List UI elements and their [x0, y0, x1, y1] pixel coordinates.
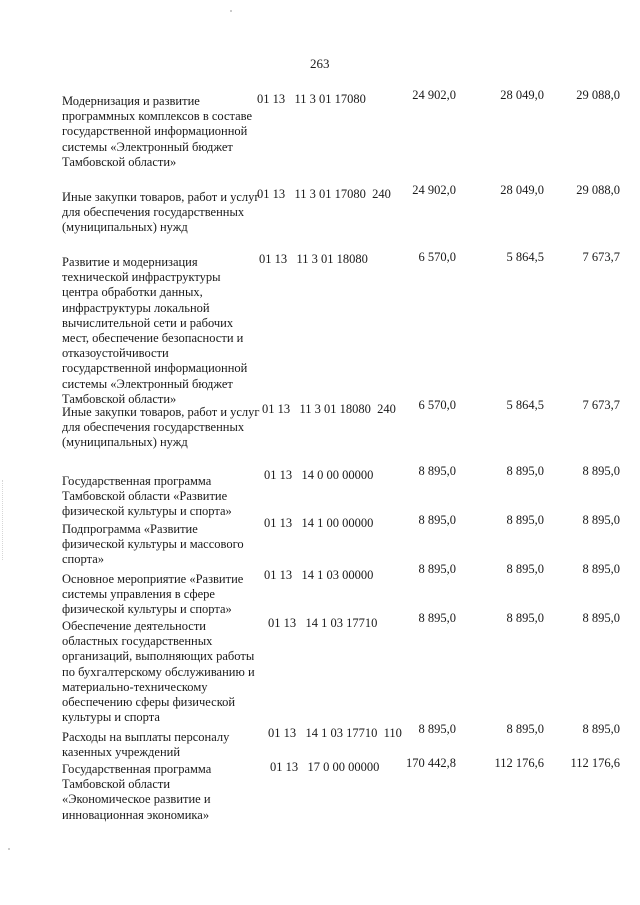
row-value-1: 24 902,0 [412, 183, 456, 197]
row-value-1: 8 895,0 [418, 464, 456, 478]
row-value-1: 170 442,8 [406, 756, 456, 770]
row-description: Иные закупки товаров, работ и услуг для обеспечения государственных (муниципальных) нужд [62, 190, 260, 235]
row-value-1: 24 902,0 [412, 88, 456, 102]
row-code: 01 13 14 0 00 00000 [264, 468, 374, 482]
row-value-3: 112 176,6 [570, 756, 620, 770]
row-value-1: 8 895,0 [418, 513, 456, 527]
row-value-2: 28 049,0 [500, 183, 544, 197]
row-code: 01 13 17 0 00 00000 [270, 760, 380, 774]
row-description: Подпрограмма «Развитие физической культуры и массового спорта» [62, 522, 244, 567]
row-value-2: 8 895,0 [506, 562, 544, 576]
row-value-3: 29 088,0 [576, 88, 620, 102]
row-description: Расходы на выплаты персоналу казенных учреждений [62, 730, 230, 760]
row-value-1: 6 570,0 [418, 250, 456, 264]
row-description: Государственная программа Тамбовской области «Экономическое развитие и инновационная экономика» [62, 762, 212, 822]
row-code: 01 13 11 3 01 18080 240 [262, 402, 396, 416]
page-number: 263 [310, 56, 330, 71]
row-code: 01 13 14 1 03 17710 [268, 616, 378, 630]
row-value-1: 6 570,0 [418, 398, 456, 412]
row-value-1: 8 895,0 [418, 722, 456, 736]
row-code: 01 13 11 3 01 17080 [257, 92, 366, 106]
scan-margin-mark [2, 480, 11, 560]
row-value-3: 8 895,0 [582, 722, 620, 736]
row-code: 01 13 14 1 03 00000 [264, 568, 374, 582]
row-value-2: 112 176,6 [494, 756, 544, 770]
row-value-2: 8 895,0 [506, 722, 544, 736]
row-description: Обеспечение деятельности областных государственных организаций, выполняющих работы по бухгалтерскому обслуживанию и материально-техническому обеспечению сферы физической культуры и спорта [62, 619, 255, 725]
row-value-1: 8 895,0 [418, 611, 456, 625]
row-value-2: 28 049,0 [500, 88, 544, 102]
row-value-2: 8 895,0 [506, 611, 544, 625]
row-code: 01 13 11 3 01 17080 240 [257, 187, 391, 201]
scan-speck [230, 10, 232, 12]
row-code: 01 13 11 3 01 18080 [259, 252, 368, 266]
row-value-2: 8 895,0 [506, 513, 544, 527]
row-value-3: 8 895,0 [582, 611, 620, 625]
row-value-2: 5 864,5 [506, 398, 544, 412]
row-code: 01 13 14 1 00 00000 [264, 516, 374, 530]
row-value-3: 29 088,0 [576, 183, 620, 197]
row-value-3: 8 895,0 [582, 562, 620, 576]
row-value-3: 8 895,0 [582, 513, 620, 527]
scan-speck [8, 848, 10, 850]
row-value-2: 5 864,5 [506, 250, 544, 264]
row-description: Основное мероприятие «Развитие системы управления в сфере физической культуры и спорта» [62, 572, 244, 617]
row-value-3: 7 673,7 [582, 398, 620, 412]
row-code: 01 13 14 1 03 17710 110 [268, 726, 402, 740]
row-value-3: 8 895,0 [582, 464, 620, 478]
row-description: Модернизация и развитие программных комплексов в составе государственной информационной системы «Электронный бюджет Тамбовской области» [62, 94, 253, 169]
row-description: Иные закупки товаров, работ и услуг для обеспечения государственных (муниципальных) нужд [62, 405, 260, 450]
row-value-2: 8 895,0 [506, 464, 544, 478]
row-description: Государственная программа Тамбовской области «Развитие физической культуры и спорта» [62, 474, 232, 519]
row-value-3: 7 673,7 [582, 250, 620, 264]
row-value-1: 8 895,0 [418, 562, 456, 576]
row-description: Развитие и модернизация технической инфраструктуры центра обработки данных, инфраструктуры локальной вычислительной сети и рабочих мест, обеспечение безопасности и отказоустойчивости государственной информационной системы «Электронный бюджет Тамбовской области» [62, 255, 248, 406]
